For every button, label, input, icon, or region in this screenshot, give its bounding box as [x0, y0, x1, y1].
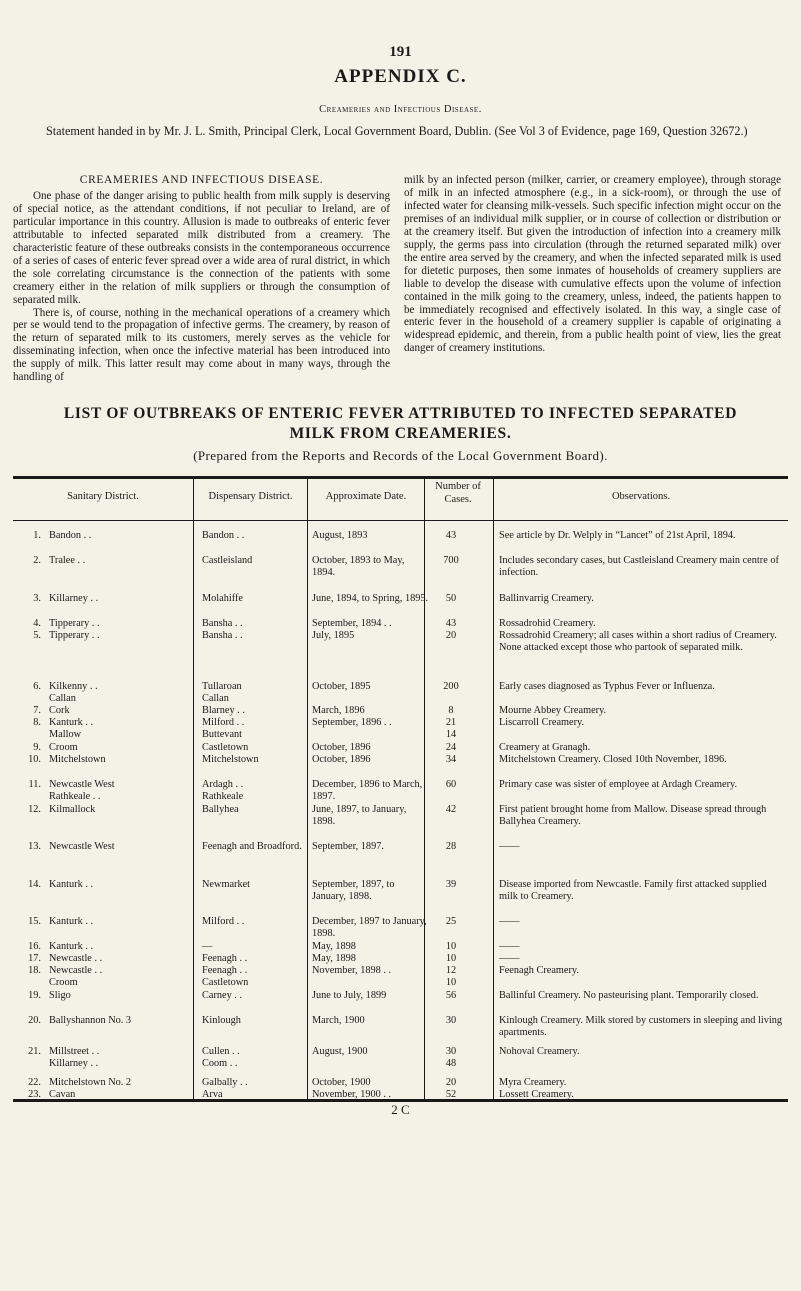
cell-obs: Nohoval Creamery.	[499, 1046, 580, 1057]
cell-cases: 43	[445, 618, 457, 629]
essay-paragraph: There is, of course, nothing in the mechanical operations of a creamery which per se would tend to the propagation of infective germs. The creamery, by reason of the return of separated milk to its customers, merely serves as the vehicle for disseminating infection, when once the infective material has been introduced into the supply of milk. This latter result may come about in many ways, through the handling of	[13, 306, 390, 384]
cell-num: 2.	[33, 555, 41, 566]
cell-disp: Kinlough	[202, 1015, 241, 1026]
cell-date: November, 1898 . .	[312, 965, 392, 976]
cell-obs: Mitchelstown Creamery. Closed 10th November, 1896.	[499, 754, 727, 765]
cell-num: 18.	[28, 965, 41, 976]
cell-cases: 10	[445, 953, 457, 964]
cell-san: Kanturk . . Mallow	[49, 717, 94, 741]
cell-num: 19.	[28, 990, 41, 1001]
cell-obs: Lossett Creamery.	[499, 1089, 574, 1100]
cell-disp: Carney . .	[202, 990, 243, 1001]
cell-num: 17.	[28, 953, 41, 964]
cell-num: 15.	[28, 916, 41, 927]
cell-disp: Castleisland	[202, 555, 253, 566]
cell-san: Mitchelstown No. 2	[49, 1077, 132, 1088]
cell-num: 6.	[33, 681, 41, 692]
cell-date: November, 1900 . .	[312, 1089, 392, 1100]
cell-num: 12.	[28, 804, 41, 815]
cell-obs: Rossadrohid Creamery; all cases within a short radius of Creamery. None attacked except those who partook of separated milk.	[499, 630, 777, 654]
cell-san: Sligo	[49, 990, 71, 1001]
cell-san: Ballyshannon No. 3	[49, 1015, 132, 1026]
list-title-line: LIST OF OUTBREAKS OF ENTERIC FEVER ATTRIBUTED TO INFECTED SEPARATED	[63, 405, 738, 422]
cell-num: 5.	[33, 630, 41, 641]
essay-left-column	[13, 174, 390, 384]
cell-cases: 50	[445, 593, 457, 604]
cell-num: 3.	[33, 593, 41, 604]
cell-obs: First patient brought home from Mallow. Disease spread through Ballyhea Creamery.	[499, 804, 767, 828]
list-title	[0, 404, 801, 444]
cell-disp: Feenagh and Broadford.	[202, 841, 302, 852]
cell-num: 16.	[28, 941, 41, 952]
cell-date: October, 1893 to May, 1894.	[312, 555, 405, 579]
cell-num: 14.	[28, 879, 41, 890]
cell-num: 13.	[28, 841, 41, 852]
header-sanitary-district: Sanitary District.	[67, 491, 139, 502]
cell-cases: 52	[445, 1089, 457, 1100]
list-title-line: MILK FROM CREAMERIES.	[289, 425, 512, 442]
cell-date: September, 1896 . .	[312, 717, 392, 728]
cell-obs: Disease imported from Newcastle. Family first attacked supplied milk to Creamery.	[499, 879, 767, 903]
cell-obs: Rossadrohid Creamery.	[499, 618, 596, 629]
cell-date: September, 1897, to January, 1898.	[312, 879, 395, 903]
cell-disp: Bandon . .	[202, 530, 245, 541]
cell-disp: Bansha . .	[202, 630, 243, 641]
cell-cases: 56	[445, 990, 457, 1001]
cell-obs: Primary case was sister of employee at Ardagh Creamery.	[499, 779, 738, 790]
appendix-subtitle: Creameries and Infectious Disease.	[319, 104, 482, 115]
cell-san: Tralee . .	[49, 555, 86, 566]
cell-date: September, 1897.	[312, 841, 384, 852]
cell-obs: Includes secondary cases, but Castleisland Creamery main centre of infection.	[499, 555, 779, 579]
cell-obs: ——	[499, 916, 520, 927]
cell-date: October, 1900	[312, 1077, 371, 1088]
cell-disp: Blarney . .	[202, 705, 245, 716]
cell-obs: Feenagh Creamery.	[499, 965, 579, 976]
cell-disp: Tullaroan Callan	[202, 681, 242, 705]
cell-date: June, 1894, to Spring, 1895.	[312, 593, 429, 604]
cell-num: 11.	[28, 779, 41, 790]
cell-cases: 10	[445, 941, 457, 952]
cell-date: December, 1897 to January, 1898.	[312, 916, 427, 940]
cell-num: 22.	[28, 1077, 41, 1088]
cell-san: Kilkenny . . Callan	[49, 681, 98, 705]
cell-san: Cork	[49, 705, 70, 716]
essay-paragraph: milk by an infected person (milker, carrier, or creamery employee), through storage of milk in an infected atmosphere (e.g., in a sick-room), or through the use of infected water for cleansing milk-vessels. Such specific infection might occur on the premises of an individual milk supplier, or in course of collection or distribution or at the creamery itself. But given the introduction of infection into a creamery milk supply, the germs pass into circulation (through the returned separated milk) over the entire area served by the creamery, and when the infected separated milk is used for dietetic purposes, then some inmates of households of creamery suppliers are liable to develop the disease with cumulative effects upon the volume of infection contained in the milk going to the creamery, unless, indeed, the patients happen to be immediately recognised and effectively isolated. In this way, a single case of enteric fever in the household of a creamery supplier is capable of originating a widespread epidemic, and therein, from a public health point of view, lies the great danger of creamery institutions.	[404, 174, 781, 355]
cell-num: 1.	[33, 530, 41, 541]
cell-date: May, 1898	[312, 941, 356, 952]
cell-date: June to July, 1899	[312, 990, 387, 1001]
header-dispensary-district: Dispensary District.	[208, 491, 293, 502]
cell-num: 21.	[28, 1046, 41, 1057]
cell-san: Tipperary . .	[49, 630, 100, 641]
cell-san: Newcastle . .	[49, 953, 103, 964]
cell-disp: Bansha . .	[202, 618, 243, 629]
header-observations: Observations.	[611, 491, 671, 502]
essay-heading: CREAMERIES AND INFECTIOUS DISEASE.	[79, 174, 324, 186]
cell-cases: 30	[445, 1015, 457, 1026]
cell-disp: Cullen . . Coom . .	[202, 1046, 240, 1070]
cell-date: July, 1895	[312, 630, 355, 641]
cell-obs: ——	[499, 941, 520, 952]
cell-cases: 20	[445, 630, 457, 641]
cell-cases: 42	[445, 804, 457, 815]
cell-num: 8.	[33, 717, 41, 728]
cell-date: March, 1900	[312, 1015, 365, 1026]
essay-right-column	[404, 174, 781, 355]
cell-obs: Ballinful Creamery. No pasteurising plant. Temporarily closed.	[499, 990, 759, 1001]
page-number: 191	[389, 44, 412, 60]
cell-disp: —	[202, 941, 213, 952]
cell-cases: 200	[443, 681, 459, 692]
cell-san: Mitchelstown	[49, 754, 106, 765]
cell-cases: 21 14	[445, 717, 457, 741]
cell-date: August, 1893	[312, 530, 368, 541]
cell-cases: 34	[445, 754, 457, 765]
header-number-of-cases: Number of Cases.	[435, 481, 481, 505]
cell-date: June, 1897, to January, 1898.	[312, 804, 407, 828]
cell-date: October, 1895	[312, 681, 371, 692]
cell-cases: 20	[445, 1077, 457, 1088]
list-subtitle: (Prepared from the Reports and Records of the Local Government Board).	[193, 448, 608, 463]
cell-disp: Mitchelstown	[202, 754, 259, 765]
cell-obs: ——	[499, 841, 520, 852]
cell-disp: Galbally . .	[202, 1077, 248, 1088]
cell-obs: Liscarroll Creamery.	[499, 717, 585, 728]
cell-date: May, 1898	[312, 953, 356, 964]
cell-cases: 700	[443, 555, 459, 566]
table-top-rule	[13, 476, 788, 479]
cell-date: October, 1896	[312, 742, 371, 753]
cell-san: Newcastle West	[49, 841, 115, 852]
cell-disp: Arva	[202, 1089, 223, 1100]
column-divider	[193, 478, 194, 1100]
cell-cases: 43	[445, 530, 457, 541]
cell-obs: Early cases diagnosed as Typhus Fever or Influenza.	[499, 681, 715, 692]
cell-num: 23.	[28, 1089, 41, 1100]
cell-num: 7.	[33, 705, 41, 716]
cell-disp: Feenagh . .	[202, 953, 248, 964]
cell-disp: Milford . .	[202, 916, 245, 927]
cell-disp: Newmarket	[202, 879, 251, 890]
cell-num: 10.	[28, 754, 41, 765]
cell-num: 4.	[33, 618, 41, 629]
column-divider	[493, 478, 494, 1100]
cell-san: Tipperary . .	[49, 618, 100, 629]
cell-cases: 60	[445, 779, 457, 790]
cell-cases: 28	[445, 841, 457, 852]
cell-san: Kanturk . .	[49, 941, 94, 952]
cell-san: Cavan	[49, 1089, 76, 1100]
cell-num: 9.	[33, 742, 41, 753]
cell-disp: Ardagh . . Rathkeale	[202, 779, 244, 803]
cell-cases: 24	[445, 742, 457, 753]
cell-obs: ——	[499, 953, 520, 964]
cell-date: September, 1894 . .	[312, 618, 392, 629]
cell-date: August, 1900	[312, 1046, 368, 1057]
cell-disp: Castletown	[202, 742, 249, 753]
cell-cases: 12 10	[445, 965, 457, 989]
cell-date: March, 1896	[312, 705, 365, 716]
cell-san: Killarney . .	[49, 593, 99, 604]
cell-cases: 8	[448, 705, 454, 716]
cell-disp: Molahiffe	[202, 593, 243, 604]
cell-obs: Mourne Abbey Creamery.	[499, 705, 607, 716]
cell-cases: 30 48	[445, 1046, 457, 1070]
cell-obs: Creamery at Granagh.	[499, 742, 591, 753]
cell-obs: See article by Dr. Welply in “Lancet” of 21st April, 1894.	[499, 530, 736, 541]
cell-disp: Milford . . Buttevant	[202, 717, 245, 741]
cell-san: Kanturk . .	[49, 916, 94, 927]
cell-san: Kanturk . .	[49, 879, 94, 890]
cell-cases: 25	[445, 916, 457, 927]
cell-disp: Feenagh . . Castletown	[202, 965, 249, 989]
cell-san: Croom	[49, 742, 78, 753]
cell-date: October, 1896	[312, 754, 371, 765]
appendix-title: APPENDIX C.	[334, 66, 467, 87]
cell-obs: Myra Creamery.	[499, 1077, 567, 1088]
cell-date: December, 1896 to March, 1897.	[312, 779, 423, 803]
cell-san: Newcastle . . Croom	[49, 965, 103, 989]
header-approximate-date: Approximate Date.	[325, 491, 407, 502]
essay-paragraph: One phase of the danger arising to public health from milk supply is deserving of special notice, as the attendant conditions, if not peculiar to Ireland, are of particular importance in this country. Allusion is made to outbreaks of enteric fever attributable to infected separated milk distributed from a creamery. The characteristic feature of these outbreaks consists in the contemporaneous occurrence of a series of cases of enteric fever spread over a wide area of rural district, in which the sole correlating circumstance is the connection of the patients with some creamery either in the relation of milk suppliers or through the consumption of separated milk.	[13, 189, 390, 306]
cell-san: Newcastle West Rathkeale . .	[49, 779, 115, 803]
cell-san: Kilmallock	[49, 804, 96, 815]
cell-num: 20.	[28, 1015, 41, 1026]
signature-mark: 2 C	[391, 1102, 410, 1117]
statement-paragraph: Statement handed in by Mr. J. L. Smith, Principal Clerk, Local Government Board, Dublin. (See Vol 3 of Evidence, page 169, Question 32672.)	[46, 124, 748, 138]
table-header-rule	[13, 520, 788, 521]
cell-obs: Ballinvarrig Creamery.	[499, 593, 594, 604]
cell-disp: Ballyhea	[202, 804, 239, 815]
cell-cases: 39	[445, 879, 457, 890]
cell-obs: Kinlough Creamery. Milk stored by customers in sleeping and living apartments.	[499, 1015, 783, 1039]
cell-san: Millstreet . . Killarney . .	[49, 1046, 100, 1070]
cell-san: Bandon . .	[49, 530, 92, 541]
